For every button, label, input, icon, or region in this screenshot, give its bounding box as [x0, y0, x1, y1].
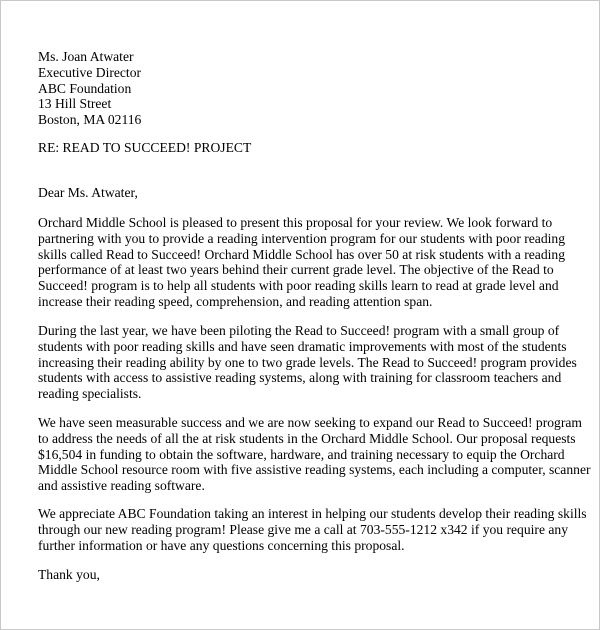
body-paragraph-pilot — [38, 323, 586, 402]
paragraph-line: We appreciate ABC Foundation taking an interest in helping our students develop their reading skills — [38, 506, 587, 521]
paragraph-line: partnering with you to provide a reading intervention program for our students with poor reading — [38, 230, 566, 246]
body-paragraph-request — [38, 415, 591, 494]
paragraph-line: performance of at least two years behind their current grade level. The objective of the Read to — [38, 262, 554, 278]
paragraph-line: Succeed! program is to help all students with poor reading skills learn to read at grade level and — [38, 278, 559, 294]
paragraph-line: During the last year, we have been piloting the Read to Succeed! program with a small group of — [38, 323, 560, 338]
body-paragraph-contact — [38, 506, 586, 553]
recipient-name: Ms. Joan Atwater — [38, 49, 134, 64]
paragraph-line: further information or have any questions concerning this proposal. — [38, 537, 405, 553]
closing-text: Thank you, — [38, 567, 100, 582]
complimentary-closing — [38, 567, 586, 583]
paragraph-line: students with poor reading skills and have seen dramatic improvements with most of the students — [38, 338, 567, 354]
paragraph-line: increase their reading speed, comprehension, and reading attention span. — [38, 293, 433, 309]
paragraph-line: through our new reading program! Please give me a call at 703-555-1212 x342 if you require any — [38, 521, 568, 537]
subject-line — [38, 140, 586, 156]
recipient-title: Executive Director — [38, 64, 142, 80]
paragraph-line: students with access to assistive reading systems, along with training for classroom teachers and — [38, 370, 562, 386]
recipient-organization: ABC Foundation — [38, 80, 132, 96]
paragraph-line: increasing their reading ability by one to two grade levels. The Read to Succeed! program provides — [38, 354, 577, 370]
paragraph-line: Orchard Middle School is pleased to present this proposal for your review. We look forward to — [38, 215, 553, 230]
subject-text: RE: READ TO SUCCEED! PROJECT — [38, 140, 252, 155]
paragraph-line: We have seen measurable success and we are now seeking to expand our Read to Succeed! program — [38, 415, 582, 430]
salutation — [38, 185, 586, 201]
paragraph-line: skills called Read to Succeed! Orchard Middle School has over 50 at risk students with a reading — [38, 246, 566, 262]
paragraph-line: Middle School resource room with five assistive reading systems, each including a computer, scanner — [38, 462, 591, 478]
recipient-city-state-zip: Boston, MA 02116 — [38, 112, 142, 128]
paragraph-line: and assistive reading software. — [38, 478, 205, 494]
paragraph-line: reading specialists. — [38, 386, 142, 402]
recipient-address — [38, 49, 586, 128]
body-paragraph-intro — [38, 215, 586, 310]
paragraph-line: $16,504 in funding to obtain the software, hardware, and training necessary to equip the Orchard — [38, 446, 565, 462]
salutation-text: Dear Ms. Atwater, — [38, 185, 138, 200]
recipient-street: 13 Hill Street — [38, 96, 112, 112]
paragraph-line: to address the needs of all the at risk students in the Orchard Middle School. Our proposal requests — [38, 430, 576, 446]
